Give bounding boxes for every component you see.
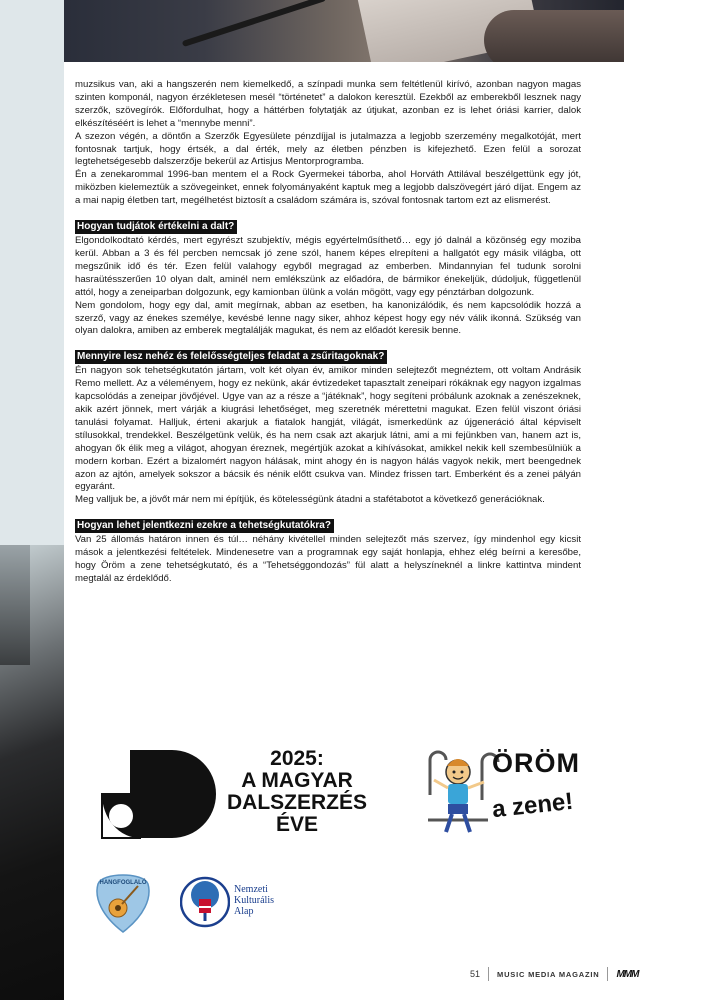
nka-line: Alap: [234, 906, 254, 917]
left-photo-strip: [0, 545, 64, 1000]
year-logo-mark-icon: [100, 748, 220, 840]
page-number: 51: [470, 969, 481, 979]
section-paragraph: Elgondolkodtató kérdés, mert egyrészt szubjektív, mégis egyértelműsíthető… egy jó dalnál a közönség egy moziba kerül. Abban a 3 és fél percben nemcsak jó zene szól, hanem képes elrepíteni a hallgatót egy másik világba, ott megszűnik idő és tér. Ezen felül valahogy egyből megragad az emberben. Mindannyian fel tudunk sorolni hasraütésszerűen 10 olyan dalt, aminél nem emlékszünk az előadóra, de bármikor énekeljük, dúdoljuk, függetlenül attól, hogy a zeneiparban dolgozunk, egy kamionban ülünk a volán mögött, vagy egy pénztárban dolgozunk.: [75, 235, 581, 298]
year-logo-line: DALSZERZÉS: [227, 791, 368, 814]
article-body: [75, 79, 581, 586]
section-paragraph: Van 25 állomás határon innen és túl… néhány kivétellel minden selejtezőt más szervez, így mindenhol egy kicsit mások a jelentkezési feltételek. Mindenesetre van a programnak egy saját honlapja, ehhez elég beírni a keresőbe, hogy Öröm a zene tehetségkutató, és a “Tehetséggondozás” fül alatt a helyszíneknél a linkre kattintva mindent megtalál az érdeklődő.: [75, 534, 581, 584]
orom-logo-line1: ÖRÖM: [492, 748, 580, 778]
section-heading: Mennyire lesz nehéz és felelősségteljes feladat a zsűritagoknak?: [75, 350, 387, 364]
footer-divider: [607, 967, 608, 981]
section-paragraph: Meg valljuk be, a jövőt már nem mi építjük, és kötelességünk átadni a stafétabotot a következő generációknak.: [75, 494, 545, 506]
child-on-swing-icon: [420, 740, 500, 840]
intro-paragraph: A szezon végén, a döntőn a Szerzők Egyesülete pénzdíjjal is jutalmazza a legjobb szerzemény megalkotóját, mert fontosnak tartjuk, hogy értsék, a dal érték, mely az életben pénzben is kifejezhető. Ezen felül a sorozat legtehetségesebb dalszerzője bekerül az Artisjus Mentorprogramba.: [75, 130, 581, 168]
hangfoglalo-text: HANGFOGLALÓ: [99, 880, 147, 886]
section-application: [75, 519, 581, 586]
section-heading: Hogyan tudjátok értékelni a dalt?: [75, 220, 237, 234]
nka-logo: [180, 873, 290, 931]
section-paragraph: Nem gondolom, hogy egy dal, amit megírnak, abban az esetben, ha kanonizálódik, és nem kapcsolódik hozzá a szerző, vagy az énekes személye, kevésbé lenne nagy siker, ahhoz képest hogy egy név válik ikonná. Szükség van olyan dalokra, amiben az emberek megtalálják magukat, és nem az előadót keresik benne.: [75, 299, 581, 337]
magazine-name: MUSIC MEDIA MAGAZIN: [497, 969, 600, 979]
year-of-songwriting-logo: [100, 748, 370, 840]
hangfoglalo-logo: [92, 868, 154, 934]
orom-logo-line2: a zene!: [490, 787, 575, 824]
hero-photo: [64, 0, 624, 62]
section-heading: Hogyan lehet jelentkezni ezekre a tehetségkutatókra?: [75, 519, 334, 533]
year-logo-line: A MAGYAR: [241, 769, 353, 792]
footer-divider: [488, 967, 489, 981]
section-paragraph: Én nagyon sok tehetségkutatón jártam, volt két olyan év, amikor minden selejtezőt megnéztem, ott voltam Andrásik Remo mellett. Az a véleményem, hogy ez nekünk, akár évtizedeket tapasztalt zeneipari rókáknak egy nagyon izgalmas kapcsolódás a zeneipar jövőjével. Ugye van az a része a “játéknak”, hogy segíteni próbálunk azoknak a zenészeknek, akik azért jönnek, mert várják a kiugrási lehetőséget, meg szeretnék mérettetni magukat. Ezen felül viszont óriási tanulási folyamat. Halljuk, érteni akarjuk a fiatalok hangját, világát, ismerkedünk az újgeneráció által képviselt stílusokkal, trendekkel. Beszélgetünk velük, és ha nem csak azt akarjuk látni, ami a mi fejünkben van, hanem azt is, ahogyan ők élik meg a világot, ahogyan éreznek, megértjük azokat a kihívásokat, amikkel nekik kell szembesülniük a modern korban. Ezért a bizalomért nagyon hálásak, mint ahogy én is nagyon hálás vagyok nekik, mert beengednek azon az ajtón, amelyek sokszor a bácsik és nénik előtt csukva van. Mindez frissen tart. Emberként és a zenei pályán egyaránt.: [75, 365, 581, 493]
nka-line: Kulturális: [234, 895, 274, 906]
page-footer: [470, 967, 638, 981]
tree-emblem-icon: [180, 873, 230, 931]
guitar-pick-icon: [92, 868, 154, 934]
year-logo-line: ÉVE: [275, 813, 319, 836]
mmm-logo: MMM: [616, 968, 639, 980]
intro-paragraph: Én a zenekarommal 1996-ban mentem el a Rock Gyermekei táborba, ahol Horváth Attilával beszélgettünk egy jót, miközben kielemeztük a szövegeinket, ennek folyományaként kaptuk meg a legjobb dalszövegért járó díjat. Engem az a mai napig életben tart, megélhetést biztosít a családom számára is, szóval fontosnak tartom ezt az elismerést.: [75, 169, 581, 207]
section-jury: [75, 350, 581, 507]
intro-paragraph: muzsikus van, aki a hangszerén nem kiemelkedő, a színpadi munka sem feltétlenül kirívó, azonban nagyon magas szinten komponál, nagyon érzékletesen mesél “történetet” a dalokon keresztül. Ezekből az emberekből lesznek nagy szerzők, szövegírók. Előfordulhat, hogy a háttérben folytatják az útjukat, azonban ez is lehet óriási karrier, dalok elkészítéséért is lehet a “mennybe menni”.: [75, 79, 581, 129]
nka-line: Nemzeti: [234, 884, 268, 895]
orom-a-zene-logo: [420, 740, 590, 840]
year-logo-line: 2025:: [270, 747, 324, 770]
section-evaluation: [75, 220, 581, 338]
